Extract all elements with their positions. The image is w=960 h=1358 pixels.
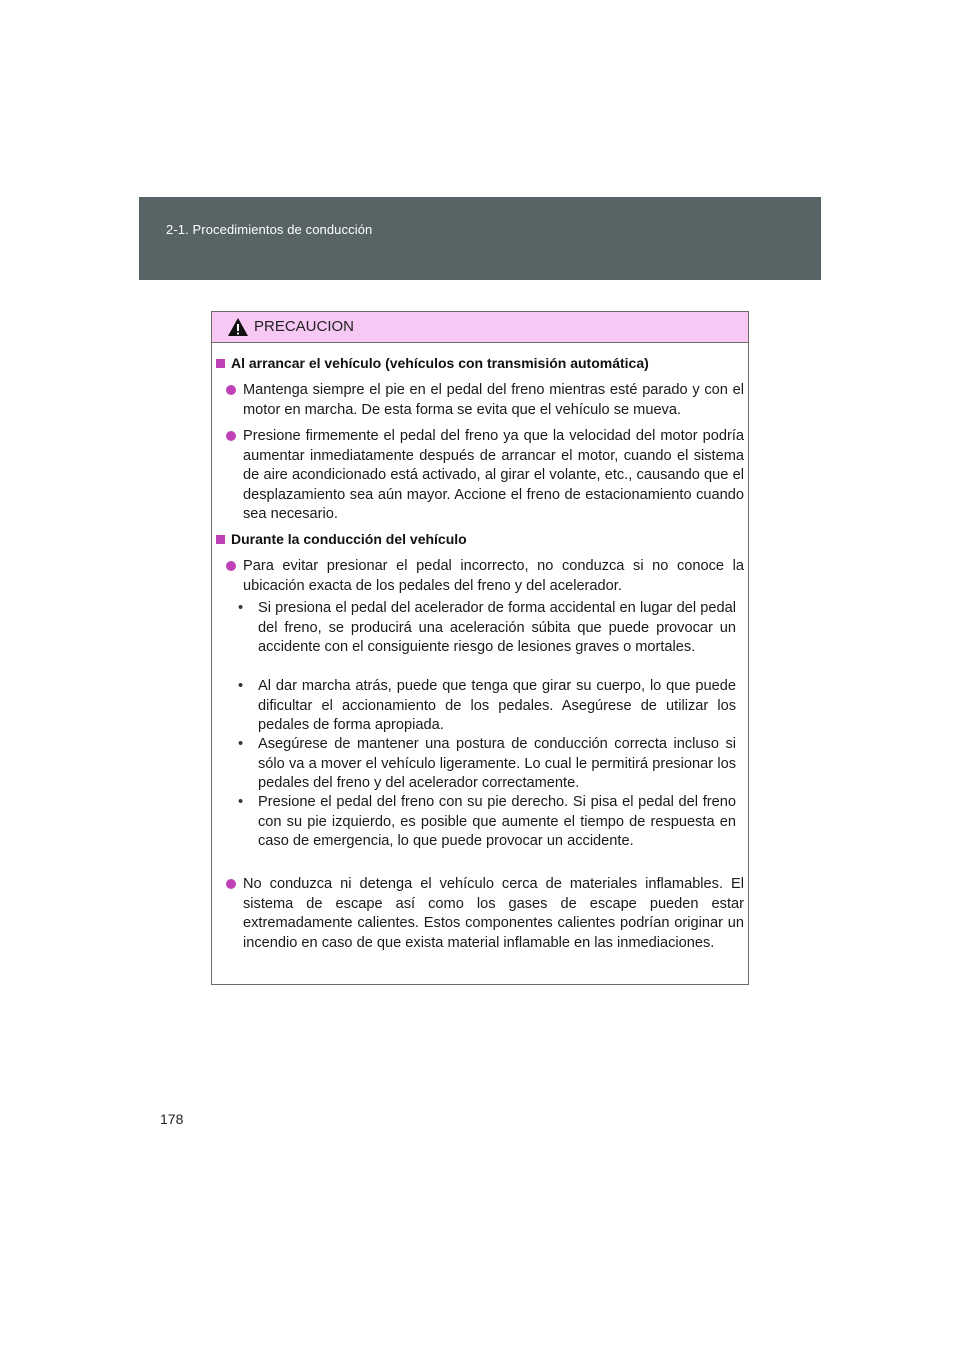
square-bullet-icon: [216, 359, 225, 368]
round-bullet-icon: [226, 385, 236, 395]
sub-list-item: • Si presiona el pedal del acelerador de forma accidental en lugar del pedal del freno, se producirá una aceleración súbita que puede provocar un accidente con el consiguiente riesgo de lesiones graves o mortales.: [238, 600, 736, 655]
round-bullet-icon: [226, 431, 236, 441]
section-heading: Al arrancar el vehículo (vehículos con transmisión automática): [216, 355, 649, 371]
list-item: Para evitar presionar el pedal incorrecto, no conduzca si no conoce la ubicación exacta de los pedales del freno y del acelerador.: [226, 557, 744, 596]
round-bullet-icon: [226, 561, 236, 571]
page-number: 178: [160, 1111, 184, 1127]
sub-bullet-marker: •: [238, 794, 244, 810]
list-item: Presione firmemente el pedal del freno ya que la velocidad del motor podría aumentar inmediatamente después de arrancar el motor, cuando el sistema de aire acondicionado está activado, al girar el volante, etc., causando que el desplazamiento sea aún mayor. Accione el freno de estacionamiento cuando sea necesario.: [226, 427, 744, 525]
sub-bullet-marker: •: [238, 600, 244, 616]
sub-list-item: • Presione el pedal del freno con su pie derecho. Si pisa el pedal del freno con su pie izquierdo, es posible que aumente el tiempo de respuesta en caso de emergencia, lo que puede provocar un accidente.: [238, 794, 736, 849]
sub-list-item: • Asegúrese de mantener una postura de conducción correcta incluso si sólo va a mover el vehículo ligeramente. Lo cual le permitirá presionar los pedales del freno y del acelerador correctamente.: [238, 736, 736, 791]
list-item: No conduzca ni detenga el vehículo cerca de materiales inflamables. El sistema de escape así como los gases de escape pueden estar extremadamente calientes. Estos componentes calientes podrían originar un incendio en caso de que exista material inflamable en las inmediaciones.: [226, 875, 744, 953]
round-bullet-icon: [226, 879, 236, 889]
section-heading: Durante la conducción del vehículo: [216, 531, 467, 547]
caution-box: [211, 311, 749, 985]
square-bullet-icon: [216, 535, 225, 544]
caution-header: [212, 312, 748, 343]
warning-triangle-icon: [227, 317, 249, 337]
list-item: Mantenga siempre el pie en el pedal del freno mientras esté parado y con el motor en marcha. De esta forma se evita que el vehículo se mueva.: [226, 381, 744, 420]
caution-title: PRECAUCION: [254, 318, 355, 335]
chapter-section-title: 2-1. Procedimientos de conducción: [166, 222, 373, 237]
sub-bullet-marker: •: [238, 736, 244, 752]
chapter-header-band: [139, 197, 821, 280]
sub-list-item: • Al dar marcha atrás, puede que tenga que girar su cuerpo, lo que puede dificultar el accionamiento de los pedales. Asegúrese de utilizar los pedales de forma apropiada.: [238, 678, 736, 733]
sub-bullet-marker: •: [238, 678, 244, 694]
